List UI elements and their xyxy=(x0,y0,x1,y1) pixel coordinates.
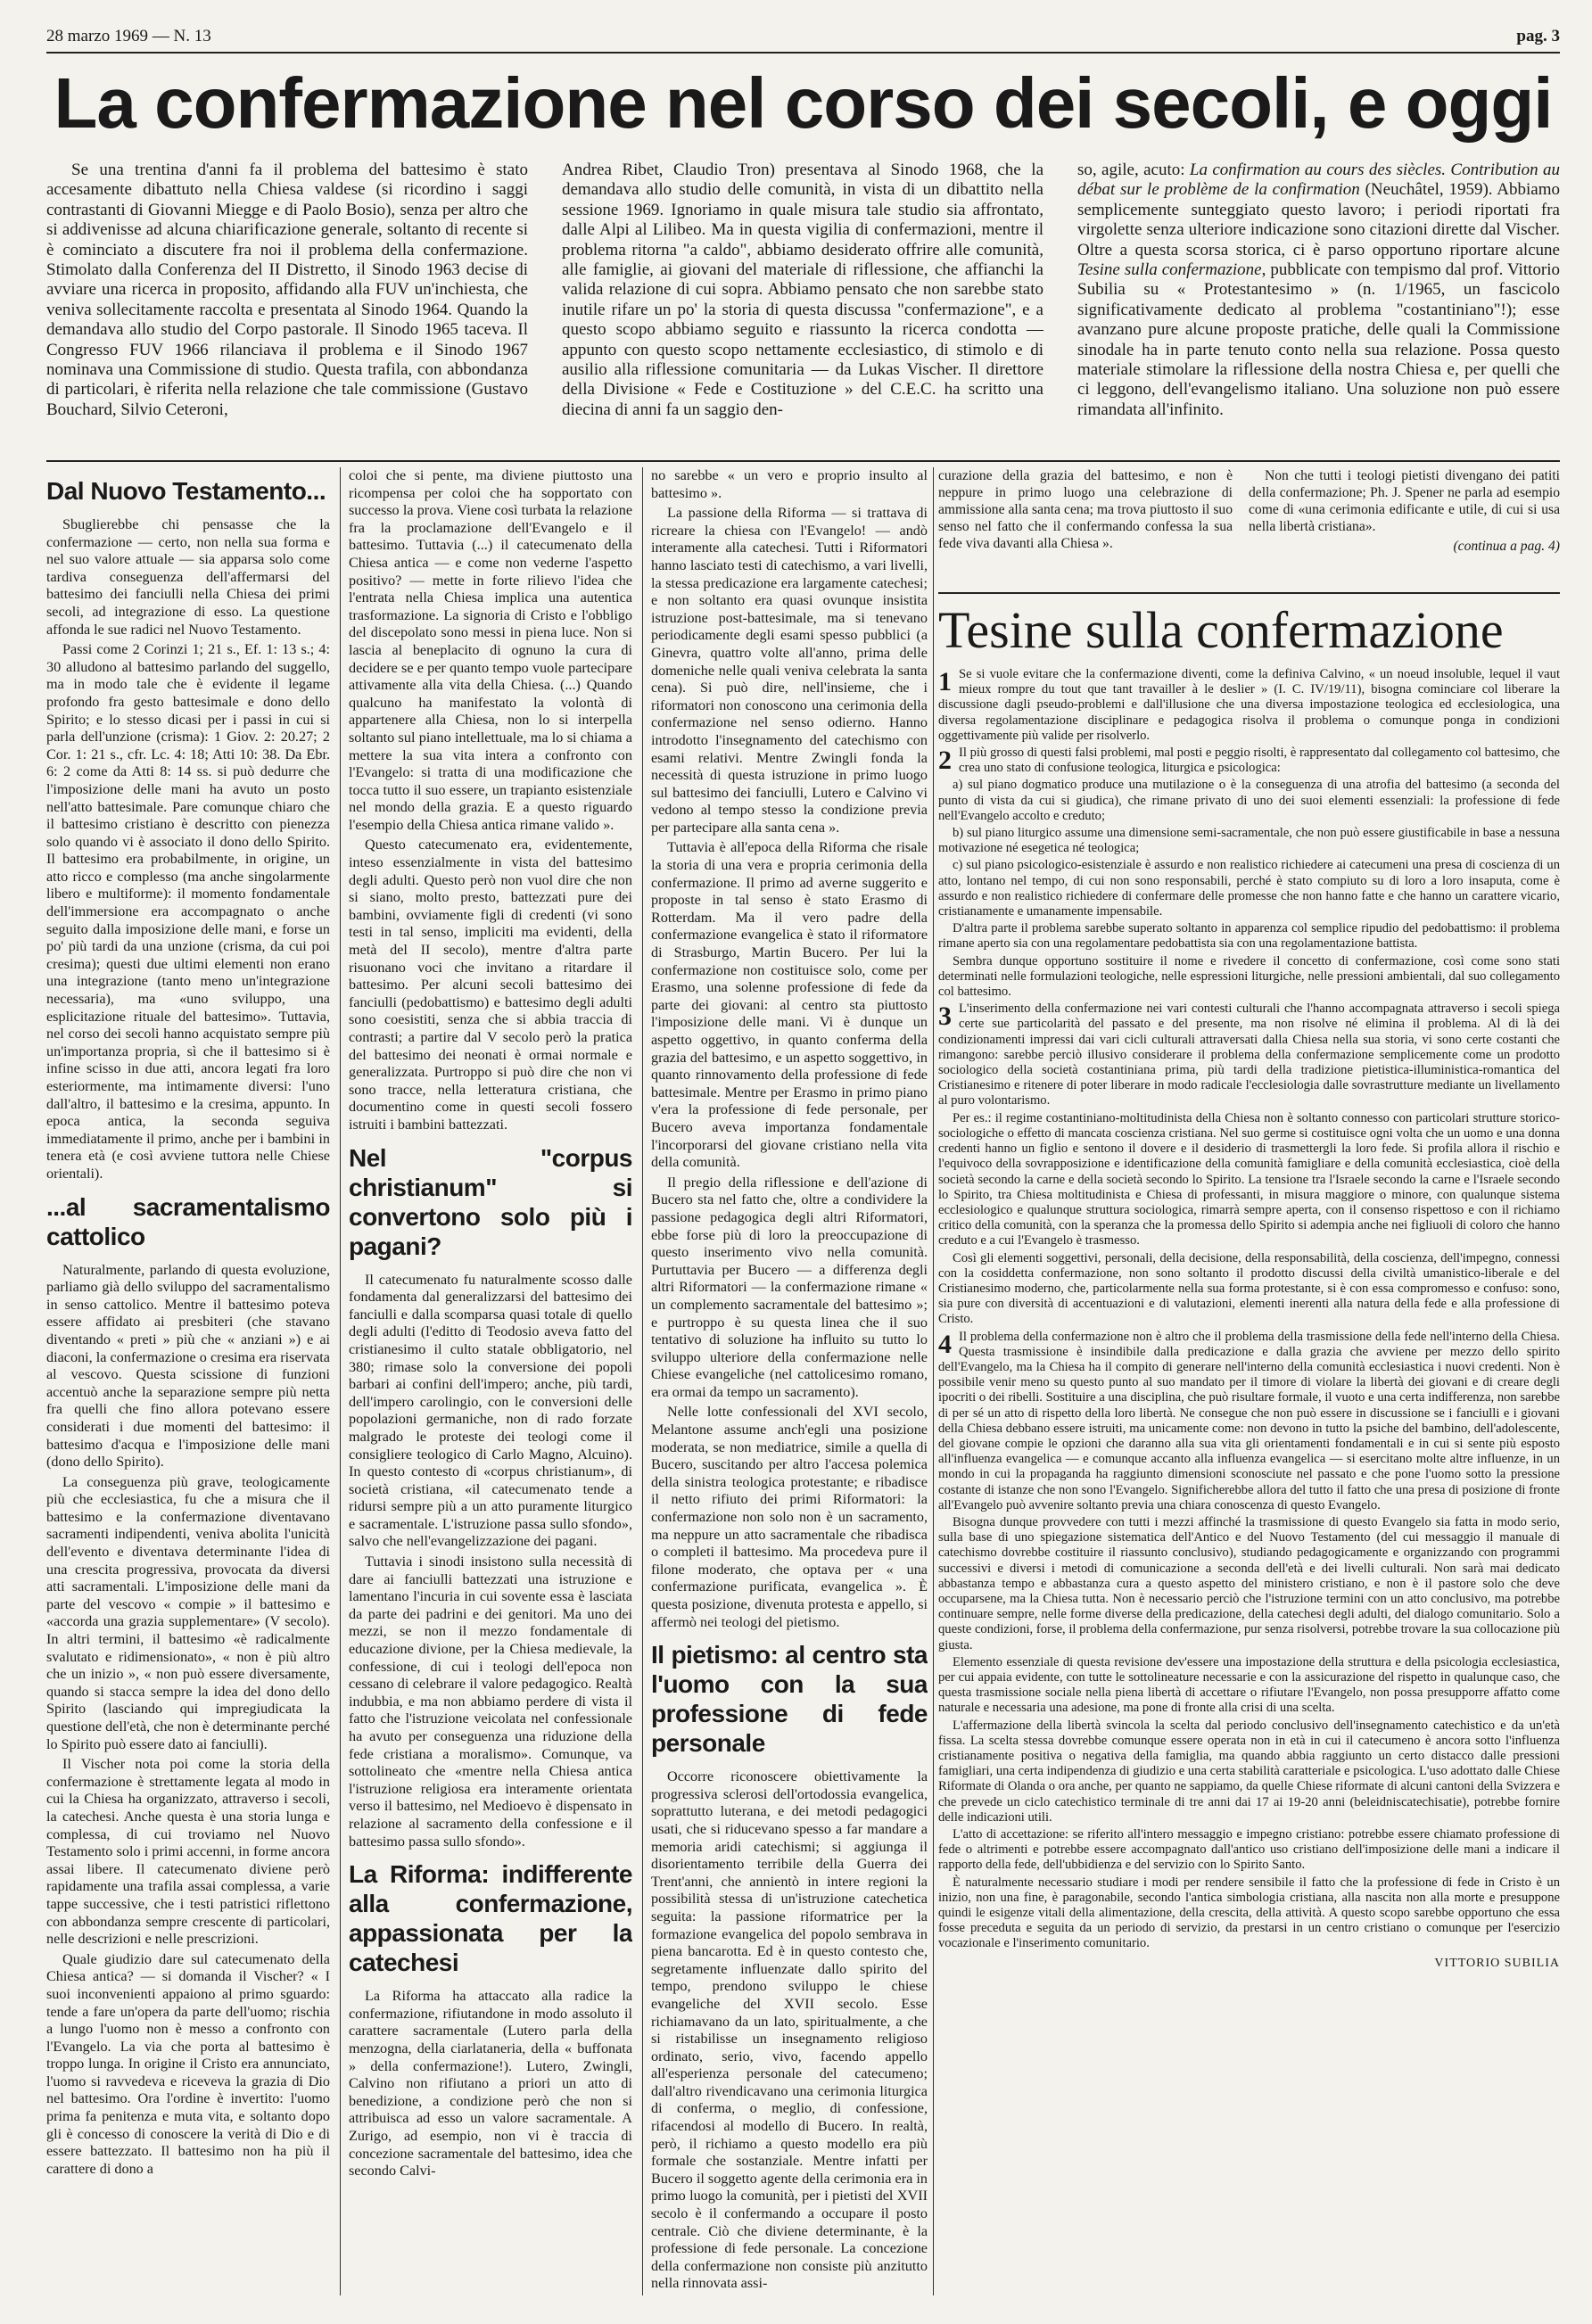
intro-text-a: so, agile, acuto: xyxy=(1077,161,1190,179)
paragraph: La Riforma ha attaccato alla radice la confermazione, rifiutandone in modo assoluto il carattere sacramentale (Lutero parla della menzogna, della ciarlataneria, della « buffonata » della confermazione!). Lutero, Zwingli, Calvino non rifiutano a priori un atto di benedizione, a condizione però che non si attribuisca ad esso un valore sacramentale. A Zurigo, ad esempio, non vi è traccia di concezione sacramentale del battesimo, idea che secondo Calvi- xyxy=(349,1988,632,2180)
paragraph: Nelle lotte confessionali del XVI secolo, Melantone assume anch'egli una posizione moderata, se non mediatrice, simile a quella di Bucero, suscitando per altro l'accesa polemica della sinistra teologica protestante; e ribadisce il netto rifiuto dei primi Riformatori: la confermazione non solo non è un sacramento, ma neppure un atto sacramentale che ribadisca o completi il battesimo. Ma procedeva pure il filone moderato, che optava per « una confermazione purificata, evangelica ». È questa posizione, divenuta protesta e appello, si affermò nei teologi del pietismo. xyxy=(651,1404,928,1630)
paragraph: no sarebbe « un vero e proprio insulto al battesimo ». xyxy=(651,467,928,501)
column-1 xyxy=(46,467,330,2295)
tesine-body xyxy=(938,667,1560,2299)
paragraph: Elemento essenziale di questa revisione dev'essere una impostazione della struttura e della psicologia ecclesiastica, per cui appaia evidente, con tutte le sottolineature necessarie e con la assicurazione del rispetto in qualunque caso, che questa trasmissione sociale nella piena libertà di accettare o rifiutare l'Evangelo, non possa presupporre affatto come naturale e necessaria una adesione, ma pone di fronte alla crisi di una scelta. xyxy=(938,1654,1560,1716)
intro-paragraph-1: Se una trentina d'anni fa il problema del battesimo è stato accesamente dibattuto nella Chiesa valdese (si ricordino i saggi contrastanti di Giovanni Miegge e di Paolo Bosio), senza per altro che si addivenisse ad alcuna chiarificazione generale, soltanto di recente si è cominciato a discutere fra noi il problema della confermazione. Stimolato dalla Conferenza del II Distretto, il Sinodo 1963 decise di avviare una ricerca in proposito, affidando alla FUV un'inchiesta, che veniva sollecitamente raccolta e presentata al Sinodo 1964. Quando la demandava allo studio del Corpo pastorale. Il Sinodo 1965 taceva. Il Congresso FUV 1966 rilanciava il problema e il Sinodo 1967 nominava una Commissione di studio. Questa trafila, con abbondanza di particolari, è riferita nella relazione che tale commissione (Gustavo Bouchard, Silvio Ceteroni, xyxy=(46,161,528,419)
column-3 xyxy=(651,467,928,2295)
thesis-text: L'inserimento della confermazione nei vari contesti culturali che l'hanno accompagnata attraverso i secoli spiega certe sue particolarità del passato e del presente, ma non risolve né elimina il problema. Al di là dei condizionamenti impressi dai vari cicli culturali attraversati dalla Chiesa nella sua storia, vi sono certe costanti che rimangono: sarebbe perciò illusivo considerare il problema della confermazione semplicemente come un prodotto sociologico della società costantiniana prima, più tardi della tradizione pietistica-illuministica-romantica del Cristianesimo e ritenere di poter liberare in modo radicale l'ecclesiologia dalle sovrastrutture mediante un livellamento al puro volontarismo. xyxy=(938,1001,1560,1108)
tesine-title: Tesine sulla confermazione xyxy=(938,601,1504,659)
intro-text-b: (Neuchâtel, 1959). Abbiamo semplicemente sunteggiato questo lavoro; i periodi riportati fra virgolette senza ulteriore indicazione sono citazioni dirette dal Vischer. Oltre a questa scorsa storica, ci è parso opportuno riportare alcune xyxy=(1077,180,1560,260)
column-4-top xyxy=(938,467,1233,588)
column-2 xyxy=(349,467,632,2295)
intro-paragraph-2: Andrea Ribet, Claudio Tron) presentava al Sinodo 1968, che la demandava allo studio delle comunità, in vista di un dibattito nella sessione 1969. Ignoriamo in quale misura tale studio sia affrontato, dalle Alpi al Lilibeo. Ma in questa vigilia di confermazioni, mentre il problema ritorna "a caldo", abbiamo desiderato offrire alle comunità, alle famiglie, ai giovani del materiale di riflessione, che affianchi la valida relazione di cui sopra. Abbiamo pensato che non sarebbe stato inutile rifare un po' la storia di questa discussa "confermazione", e a questo scopo abbiamo seguito e riassunto la ricerca condotta — appunto con questo scopo nettamente ecclesiastico, di stimolo e di ausilio alla riflessione comunitaria — da Lukas Vischer. Il direttore della Divisione « Fede e Costituzione » del C.E.C. ha scritto una diecina di anni fa un saggio den- xyxy=(562,161,1043,419)
continued-note: (continua a pag. 4) xyxy=(1453,539,1560,554)
paragraph: Quale giudizio dare sul catecumenato della Chiesa antica? — si domanda il Vischer? « I suoi inconvenienti appaiono al primo sguardo: tende a fare un'opera da parte dell'uomo; rischia a lungo l'uomo non è messo a confronto con l'Evangelo. La via che porta al battesimo è troppo lunga. In origine il Cristo era annunciato, l'uomo si ravvedeva e riceveva la grazia di Dio nel battesimo. Ora l'ordine è invertito: l'uomo prima fa penitenza e muta vita, e soltanto dopo gli è concesso di conoscere la verità di Dio e di essere battezzato. Il battesimo non ha più il carattere di dono a xyxy=(46,1950,330,2177)
book-title: La confirmation au cours des siècles. Contribution au débat sur le problème de la confirmation xyxy=(1077,161,1560,200)
paragraph: Questo catecumenato era, evidentemente, inteso essenzialmente in vista del battesimo degli adulti. Questo però non vuol dire che non si siano, molto presto, battezzati pure dei bambini, ovviamente figli di credenti (vi sono testi in tal senso, impliciti ma evidenti, della metà del II secolo), mentre d'altra parte risuonano voci che invitano a ritardare il battesimo. Per alcuni secoli battesimo dei fanciulli (pedobattismo) e battesimo degli adulti sono coesistiti, senza che si abbia traccia di contrasti; a partire dal V secolo però la pratica del battesimo dei neonati è ormai normale e generalizzata. Purtroppo si può dire che non vi sono tracce, nella letteratura cristiana, che documentino come in questi secoli fossero istruiti i bambini battezzati. xyxy=(349,836,632,1133)
thesis-text: Se si vuole evitare che la confermazione diventi, come la definiva Calvino, « un noeud insoluble, lequel il vaut mieux rompre du tout que tant travailler à le deslier » (I. C. IV/19/11), bisogna cominciare col liberare la discussione dagli pseudo-problemi e dall'illusione che una diversa impostazione teologica ed ecclesiologica, una diversa regolamentazione disciplinare e pedagogica risolva il problema o comunque ponga in condizioni oggettivamente più valide per risolverlo. xyxy=(938,667,1560,743)
paragraph: coloi che si pente, ma diviene piuttosto una ricompensa per coloi che ha sopportato con successo la prova. Viene così turbata la relazione fra la proclamazione dell'Evangelo e il battesimo. Tuttavia (...) il catecumenato della Chiesa antica — e come non vederne l'aspetto positivo? — mette in forte rilievo l'idea che l'entrata nella Chiesa implica una autentica trasformazione. La signoria di Cristo e l'obbligo del discepolato sono messi in piena luce. Non si lascia al beneplacito di ognuno la cura di decidere se e per quanto tempo vuole partecipare attivamente alla vita della Chiesa. (...) Quando qualcuno ha manifestato la volontà di appartenere alla Chiesa, non lo si interpella soltanto sul piano intellettuale, ma lo si chiama a mettere la sua vita intera a confronto con l'Evangelo: si tratta di una modificazione che tocca tutto il suo essere, un trapianto esistenziale nel mondo della grazia. E a questo riguardo l'esempio della Chiesa antica rimane valido ». xyxy=(349,467,632,833)
paragraph: Occorre riconoscere obiettivamente la progressiva sclerosi dell'ortodossia evangelica, soprattutto luterana, e dei metodi pedagogici usati, che si riducevano spesso a far mandare a memoria aridi catechismi; si aggiunga il disorientamento terribile della Guerra dei Trent'anni, che annientò in intere regioni la possibilità stessa di un'istruzione catechetica seguita: la passione riformatrice per la formazione evangelica del popolo sembrava in piena bancarotta. Ed è in questo contesto che, segretamente influenzate dallo spirito del tempo, prendono sviluppo le chiese evangeliche del XVII secolo. Esse richiamavano da un lato, spiritualmente, a che si ristabilisse un insegnamento religioso ordinato, serio, vivo, facendo appello all'esperienza personale del catecumeno; dall'altro rivendicavano una cerimonia liturgica di conferma, o meglio, di confessione, rifacendosi al modello di Bucero. In realtà, però, il richiamo a questo modello era più formale che sostanziale. Mentre infatti per Bucero il soggetto agente della cerimonia era in primo luogo la comunità, per i pietisti del XVII secolo è il confermando a occupare il posto centrale. Ciò che diviene determinante, è la professione di fede personale. La concezione della confermazione non consiste più anzitutto nella rinnovata assi- xyxy=(651,1768,928,2292)
thesis-text: Il più grosso di questi falsi problemi, mal posti e peggio risolti, è rappresentato dal collegamento col battesimo, che crea uno stato di confusione teologica, liturgica e psicologica: xyxy=(959,746,1560,776)
intro-rule xyxy=(46,460,1560,462)
paragraph: Non che tutti i teologi pietisti divengano dei patiti della confermazione; Ph. J. Spener ne parla ad esempio come di «una cerimonia edificante e utile, di cui si usa nella libertà cristiana». xyxy=(1249,468,1560,534)
intro-column-2 xyxy=(562,161,1043,455)
section-heading: ...al sacramentalismo cattolico xyxy=(46,1192,330,1250)
paragraph: Il Vischer nota poi come la storia della confermazione è strettamente legata al modo in cui la Chiesa ha organizzato, attraverso i secoli, la catechesi. Anche questa è una storia lunga e complessa, di cui troviamo nel Nuovo Testamento solo i primi accenni, in forme ancora assai libere. Il catecumenato diviene però rapidamente una trafila assai complessa, a varie tappe successive, che i testi patristici riflettono con abbondanza sempre crescente di particolari, nelle descrizioni e nelle prescrizioni. xyxy=(46,1756,330,1948)
box-rule xyxy=(938,592,1560,594)
column-divider xyxy=(340,467,341,2295)
paragraph: L'atto di accettazione: se riferito all'intero messaggio e impegno cristiano: potrebbe essere chiamato professione di fede o altrimenti e potrebbe essere accompagnato dall'antico uso cristiano dell'imposizione delle mani a indicare il rapporto della fede, dell'ubbidienza e del servizio con lo Spirito Santo. xyxy=(938,1827,1560,1873)
paragraph: Sembra dunque opportuno sostituire il nome e rivedere il concetto di confermazione, così come sono stati determinati nelle formulazioni teologiche, nelle espressioni liturgiche, nelle pressioni ambientali, dal suo collegamento col battesimo. xyxy=(938,953,1560,1000)
paragraph: Passi come 2 Corinzi 1; 21 s., Ef. 1: 13 s.; 4: 30 alludono al battesimo parlando del suggello, ma in modo tale che è evidente il legame profondo fra gesto battesimale e dono dello Spirito; e lo stesso dicasi per i passi in cui si parla dell'unzione (crisma): 1 Giov. 2: 20.27; 2 Cor. 1: 21 s., cfr. Lc. 4: 18; Atti 10: 38. Da Ebr. 6: 2 come da Atti 8: 14 ss. si può dedurre che l'imposizione delle mani ha avuto un posto nell'atto battesimale. Pare comunque chiaro che il battesimo cristiano è descritto con pienezza solo quando vi è associato il dono dello Spirito. Il battesimo era probabilmente, in origine, un atto ricco e complesso (ma anche singolarmente libero e multiforme): il momento fondamentale dell'immersione era accompagnato o anche seguito dalla imposizione delle mani, e forse un po' più tardi da una unzione (crisma, da cui poi cresima); questi due ultimi elementi non erano una integrazione (tanto meno un'integrazione necessaria), ma «uno sviluppo, una esplicitazione rituale del battesimo». Tuttavia, nel corso dei secoli hanno acquistato sempre più un'importanza propria, sì che il battesimo si è infine scisso in due atti, ancora legati fra loro esteriormente, ma intimamente diversi: l'uno dall'altro, il battesimo e la cresima, appunto. In epoca antica, la seconda seguiva immediatamente il primo, anche per i bambini in tenera età (e così avviene tuttora nelle Chiese orientali). xyxy=(46,641,330,1182)
section-heading: Nel "corpus christianum" si convertono solo più i pagani? xyxy=(349,1143,632,1260)
paragraph: L'affermazione della libertà svincola la scelta dal periodo conclusivo dell'insegnamento catechistico e da un'età fissa. La scelta stessa dovrebbe comunque essere operata non in età in cui il catecumeno è ancora sotto l'influenza cristianamente positiva o negativa della famiglia, ma quando abbia raggiunto un certo distacco dalle pressioni famigliari, una certa indipendenza di giudizio e una certa stabilità caratteriale e psicologica. L'uso adottato dalle Chiese Riformate di Olanda o ora anche, per quanto ne sappiamo, da quelle Chiese riformate di alcuni cantoni della Svizzera e che prevede un ciclo catechistico terminale di tre anni dai 17 ai 19-20 anni (beleidniscatechisatie), potrebbe fornire delle indicazioni utili. xyxy=(938,1718,1560,1825)
thesis-text: Il problema della confermazione non è altro che il problema della trasmissione della fede nell'interno della Chiesa. Questa trasmissione è insindibile dalla predicazione e dalla grazia che avviene per mezzo dello spirito dell'Evangelo, ma la Chiesa ha il compito di generare nell'interno della comunità ecclesiastica i nuovi credenti. Non è possibile venir meno su questo punto al suo mandato per il timore di violare la libertà dei giovani e di creare degli ipocriti o dei ribelli. Sostituire a una disciplina, che può risultare formale, il vuoto e una certa indifferenza, non sarebbe di per sé un atto di rispetto della loro libertà. Ne consegue che non può essere in discussione se i fanciulli e i giovani della Chiesa debbano essere istruiti, ma unicamente come: non devono in tutto la psiche del bambino, dell'adolescente, del giovane compie le opzioni che daranno alla sua vita gli orientamenti fondamentali e in cui si sente più esposto all'influenza evangelica — e comunque accanto alla influenza evangelica — si esercitano molte altre influenze, in un mondo in cui la propaganda ha raggiunto dimensioni sconosciute nel passato e che pone l'uomo sotto la pressione costante di istanze che non sono l'Evangelo. Significherebbe allora del tutto il fatto che una presa di posizione di fronte all'Evangelo può avvenire soltanto previa una chiara conoscenza di questo Evangelo. xyxy=(938,1329,1560,1512)
thesis-number: 1 xyxy=(938,667,952,696)
paragraph: Sbuglierebbe chi pensasse che la confermazione — certo, non nella sua forma e nel suo valore attuale — sia apparsa solo come tardiva conseguenza dell'affermarsi del battesimo dei fanciulli nella Chiesa dei primi secoli, ad integrazione di esso. La questione affonda le sue radici nel Nuovo Testamento. xyxy=(46,516,330,638)
paragraph: Il pregio della riflessione e dell'azione di Bucero sta nel fatto che, oltre a condividere la passione pedagogica degli altri Riformatori, ebbe forse più di loro la preoccupazione di questo inserimento vivo nella comunità. Purtuttavia per Bucero — a differenza degli altri Riformatori — la confermazione rimane « un complemento sacramentale del battesimo »; e purtroppo è su questa linea che il suo tentativo di soluzione ha influito su tutto lo sviluppo ulteriore della confermazione nelle Chiese evangeliche (nel cattolicesimo romano, era ormai da tempo un sacramento). xyxy=(651,1174,928,1400)
paragraph: Così gli elementi soggettivi, personali, della decisione, della responsabilità, della coscienza, dell'impegno, connessi con la cosiddetta confermazione, non sono soltanto il prodotto discussi della civiltà umanistico-liberale e del Cristianesimo moderno, che, particolarmente nella sua forma protestante, si è con essa compromesso e confuso: sono, sia pure con diversità di accentuazioni e di valutazioni, elementi inerenti alla natura della fede e alla professione di Cristo. xyxy=(938,1250,1560,1327)
section-heading: Il pietismo: al centro sta l'uomo con la sua professione di fede personale xyxy=(651,1641,928,1758)
thesis-number: 4 xyxy=(938,1329,952,1359)
paragraph: Il catecumenato fu naturalmente scosso dalle fondamenta dal generalizzarsi del battesimo dei fanciulli e dalla scomparsa quasi totale di quello degli adulti (l'editto di Teodosio aveva fatto del cristianesimo il culto statale obbligatorio, nel 380; rimase solo la conversione dei popoli barbari ai confini dell'impero; anche, più tardi, dell'impero carolingio, con le conversioni delle popolazioni germaniche, non di rado forzate malgrado le proteste dei teologi come il consigliere teologico di Carlo Magno, Alcuino). In questo contesto di «corpus christianum», di società cristiana, «il catecumenato tende a ridursi sempre più a un atto puramente liturgico e sacramentale. L'istruzione passa sullo sfondo», salvo che nell'evangelizzazione dei pagani. xyxy=(349,1271,632,1550)
page-number: pag. 3 xyxy=(1516,27,1560,45)
page-header xyxy=(46,27,1560,50)
thesis-number: 2 xyxy=(938,746,952,776)
tesine-ref: Tesine sulla confermazione xyxy=(1077,260,1262,280)
column-5-top xyxy=(1249,467,1560,588)
thesis-point: b) sul piano liturgico assume una dimensione semi-sacramentale, che non può essere giustificabile in base a nessuna motivazione né esegetica né teologica; xyxy=(938,826,1560,856)
paragraph: curazione della grazia del battesimo, e non è neppure in primo luogo una celebrazione di ammissione alla santa cena; ma trova piuttosto il suo senso nel fatto che il confermando confessa la sua fede viva davanti alla Chiesa ». xyxy=(938,468,1233,551)
header-rule xyxy=(46,52,1560,54)
intro-text-c: , pubblicate con tempismo dal prof. Vittorio Subilia su « Protestantesimo » (n. 1/1965, un fascicolo significativamente dedicato al problema "costantiniano"!); esse avanzano pure alcune proposte pratiche, delle quali la Commissione sinodale ha in parte tenuto conto nella sua relazione. Possa questo materiale stimolare la riflessione della nostra Chiesa e, per quelli che ci leggono, dell'evangelismo italiano. Una soluzione non può essere rimandata all'infinito. xyxy=(1077,260,1560,419)
intro-paragraph-3 xyxy=(1077,161,1560,420)
thesis-point: a) sul piano dogmatico produce una mutilazione o è la conseguenza di una atrofia del battesimo (a seconda del punto di vista da cui si giudica), che rimane privato di uno dei suoi elementi essenziali: la professione di fede nell'Evangelo accolto e creduto; xyxy=(938,778,1560,823)
paragraph: Naturalmente, parlando di questa evoluzione, parliamo già dello sviluppo del sacramentalismo in senso cattolico. Mentre il battesimo poteva essere affidato ai presbiteri (che stavano diventando « preti » più che « anziani ») e ai diaconi, la confermazione o cresima era riservata al vescovo. Questa scissione di funzioni accentuò anche la separazione sempre più netta fra quelli che fino allora potevano essere considerati i due momenti del battesimo: il battesimo d'acqua e l'imposizione delle mani (dono dello Spirito). xyxy=(46,1261,330,1471)
author-signature: VITTORIO SUBILIA xyxy=(1434,1956,1560,1970)
paragraph: Tuttavia è all'epoca della Riforma che risale la storia di una vera e propria cerimonia della confermazione. Il primo ad averne suggerito e proposte in tal senso è stato Erasmo di Rotterdam. Ma il vero padre della confermazione evangelica è stato il riformatore di Strasburgo, Martin Bucero. Per lui la confermazione non costituisce solo, come per Erasmo, una solenne professione di fede da parte dei giovani: al centro sta piuttosto l'imposizione delle mani. Vi è dunque un aspetto oggettivo, in quanto conferma della grazia del battesimo, e un aspetto soggettivo, in quanto rinnovamento della professione di fede battesimale. Mentre per Erasmo in primo piano v'era la professione di fede personale, per Bucero aveva importanza fondamentale l'incorporarsi del giovane cristiano nella vita della comunità. xyxy=(651,839,928,1171)
headline: La confermazione nel corso dei secoli, e oggi xyxy=(54,63,1553,143)
paragraph: La conseguenza più grave, teologicamente più che ecclesiastica, fu che a misura che il battesimo e la confermazione diventavano sacramenti indipendenti, veniva abolita l'unicità dell'evento e diventava determinante l'idea di una crescita progressiva, provocata da diversi atti sacramentali. L'imposizione delle mani da parte del vescovo « compie » il battesimo e «accorda una grazia supplementare» (V secolo). In altri termini, il battesimo «è radicalmente svalutato e ridimensionato», « non è più altro che un inizio », « non può essere diversamente, quando si stacca sempre la idea del dono dello Spirito (lasciando qui impregiudicata la questione dell'età, che non è determinante perché lo Spirito può essere dato ai fanciulli). xyxy=(46,1473,330,1752)
section-heading: Dal Nuovo Testamento... xyxy=(46,477,326,505)
paragraph: D'altra parte il problema sarebbe superato soltanto in apparenza col semplice ripudio del pedobattismo: il problema rimane aperto sia con una regolamentare pedobattista sia con una regolamentazione battista. xyxy=(938,921,1560,952)
thesis-number: 3 xyxy=(938,1001,952,1032)
section-heading: La Riforma: indifferente alla confermazione, appassionata per la catechesi xyxy=(349,1860,632,1977)
column-divider xyxy=(642,467,643,2295)
paragraph: La passione della Riforma — si trattava di ricreare la chiesa con l'Evangelo! — andò interamente alla catechesi. Tutti i Riformatori hanno lasciato testi di catechismo, a vari livelli, la stessa predicazione era largamente catechesi; e non soltanto era quasi ovunque insistita istruzione post-battesimale, ma si tenevano periodicamente degli esami spesso pubblici (a Ginevra, quattro volte all'anno, prima delle domeniche nelle quali veniva celebrata la santa cena). Si può dire, nell'insieme, che i riformatori non conoscono una cerimonia della confermazione nel senso odierno. Hanno introdotto l'insegnamento del catechismo con esami relativi. Mentre Zwingli fonda la necessità di questa istruzione in primo luogo sul battesimo dei fanciulli, Lutero e Calvino vi vedono al tempo stesso la condizione previa per partecipare alla santa cena ». xyxy=(651,505,928,836)
paragraph: Bisogna dunque provvedere con tutti i mezzi affinché la trasmissione di questo Evangelo sia fatta in modo serio, sulla base di uno spiegazione sistematica dell'Antico e del Nuovo Testamento (del cui messaggio il manuale di catechismo dovrebbe costituire il riassunto conclusivo), studiando pedagogicamente e organizzando con programmi successivi e diversi i metodi di comunicazione a seconda dell'età e dei livelli culturali. Non sarà mai dedicato abbastanza tempo e abbastanza cura a questo aspetto del ministero cristiano, e non è il pastore solo che deve occuparsene, ma la Chiesa tutta. Non è necessario perciò che l'istruzione termini con un atto conclusivo, ma potrebbe continuare sempre, nelle forme diverse della predicazione, della catechesi degli adulti, del dialogo comunitario. Solo a queste condizioni, forse, il problema della confermazione, pur senza risolversi, potrebbe trovare la sua collocazione più giusta. xyxy=(938,1514,1560,1652)
column-divider xyxy=(933,467,934,2295)
paragraph: Tuttavia i sinodi insistono sulla necessità di dare ai fanciulli battezzati una istruzione e lamentano l'incuria in cui sovente essa è lasciata da parte dei padrini e dei genitori. Ma uno dei mezzi, se non il mezzo fondamentale di educazione divione, per la Chiesa medievale, la confessione, di cui i teologi dell'epoca non cessano di celebrare il valore pedagogico. Realtà indubbia, e ma non abbiamo perdere di vista il fatto che l'istruzione veicolata nel confessionale ha avuto per conseguenza una riduzione della fede cristiana a moralismo». Comunque, va sottolineato che «mentre nella Chiesa antica l'istruzione religiosa era interamente orientata verso il battesimo, nel Medioevo è dispensato in relazione al sacramento della confessione e il battesimo passa sullo sfondo». xyxy=(349,1553,632,1850)
thesis-point: c) sul piano psicologico-esistenziale è assurdo e non realistico richiedere ai catecumeni una presa di coscienza di un atto, lontano nel tempo, di cui non sono responsabili, perché è stato compiuto su di loro a loro insaputa, come è assurdo e non realistico richiedere di confermare delle promesse che non hanno fatte e che hanno un carattere vicario, cristianamente e umanamente impensabile. xyxy=(938,858,1560,919)
intro-column-3 xyxy=(1077,161,1560,455)
intro-column-1 xyxy=(46,161,528,455)
paragraph: È naturalmente necessario studiare i modi per rendere sensibile il fatto che la professione di fede in Cristo è un inizio, non una fine, è paragonabile, secondo l'antica simbologia cristiana, alla nascita non alla morte e presuppone quindi le esigenze vitali della alimentazione, della crescita, della attività. A questo scopo sarebbe opportuno che essa fosse preceduta e seguita da un periodo di servizio, da prestarsi in un centro cristiano o comunque per l'esercizio vocazionale e l'inserimento comunitario. xyxy=(938,1875,1560,1951)
issue-date: 28 marzo 1969 — N. 13 xyxy=(46,27,211,45)
paragraph: Per es.: il regime costantiniano-moltitudinista della Chiesa non è soltanto connesso con particolari strutture storico-sociologiche o effetto di mancata coscienza cristiana. Nel suo germe si costituisce ogni volta che un uomo e una donna credenti hanno un figlio e sentono il dovere e il desiderio di trasmettergli la loro fede. Si profila allora il rischio e l'equivoco della sovrapposizione e identificazione della comunità famigliare e della comunità ecclesiastica, cioè della società secondo la carne e della società secondo lo Spirito. La tensione tra l'Israele secondo la carne e l'Israele secondo lo Spirito, tra Chiesa moltitudinista e Chiesa di professanti, in misura maggiore o minore, con qualunque sistema ecclesiologico e qualunque struttura sociologica, rimarrà sempre aperta, con il consenso rispettoso e con il richiamo critico della comunità, con la speranza che la promessa dello Spirito si adempia anche nei figliuoli di coloro che hanno creduto e a cui l'Evangelo è trasmesso. xyxy=(938,1110,1560,1249)
